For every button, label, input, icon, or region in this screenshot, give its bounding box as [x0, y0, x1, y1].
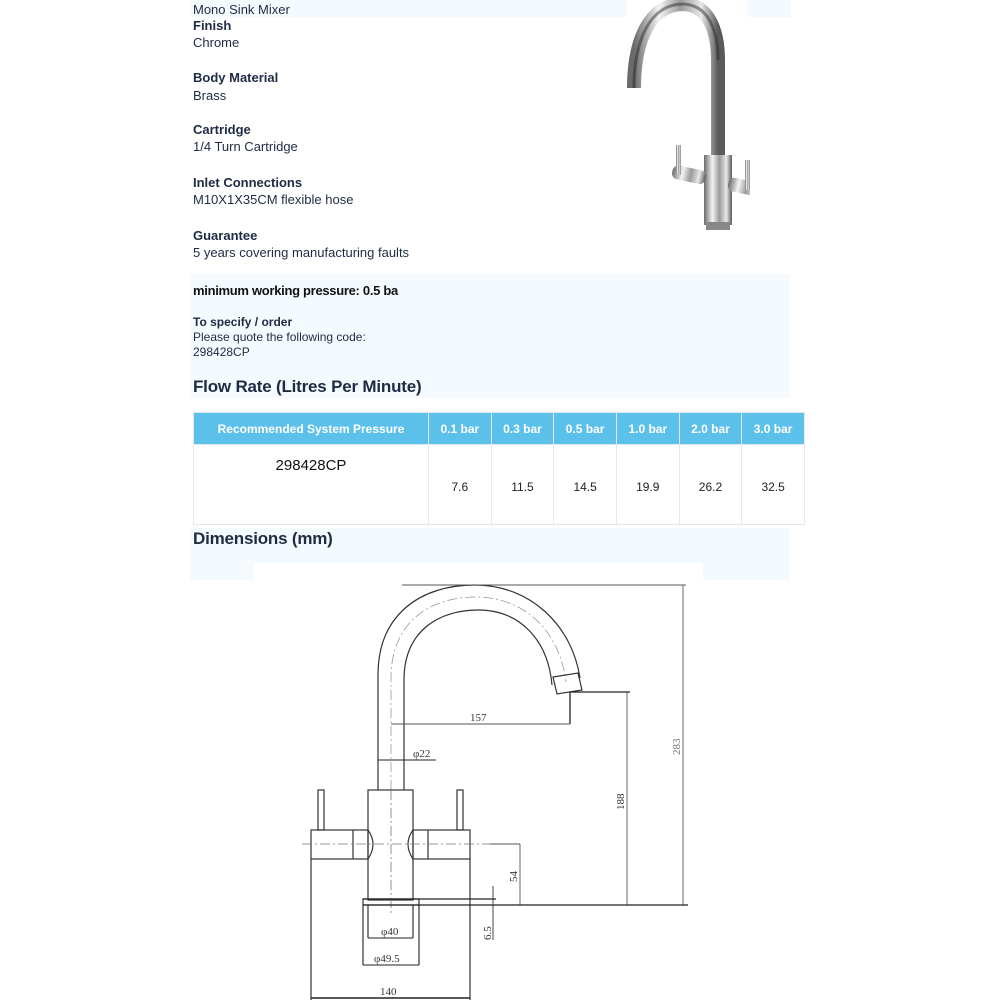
flow-rate-table — [193, 412, 805, 525]
flow-rate-header-row — [194, 413, 805, 445]
dim-base-dia: φ49.5 — [374, 953, 400, 965]
flow-value: 14.5 — [554, 445, 617, 525]
dim-lever-height: 54 — [508, 871, 520, 882]
spout-outer — [378, 585, 580, 790]
dimensions-title: Dimensions (mm) — [193, 529, 333, 548]
header-3-0-bar: 3.0 bar — [742, 413, 805, 445]
dim-body-dia: φ40 — [381, 926, 399, 938]
header-band-right — [747, 0, 791, 17]
header-0-5-bar: 0.5 bar — [554, 413, 617, 445]
tap-body — [704, 155, 732, 225]
flow-value: 7.6 — [429, 445, 492, 525]
flow-value: 26.2 — [679, 445, 742, 525]
dim-total-height: 283 — [671, 738, 683, 755]
row-product-code: 298428CP — [194, 445, 429, 525]
right-lever — [413, 830, 470, 859]
spec-value-cartridge: 1/4 Turn Cartridge — [193, 139, 298, 154]
order-heading: To specify / order — [193, 315, 293, 329]
header-0-1-bar: 0.1 bar — [429, 413, 492, 445]
flow-value: 19.9 — [616, 445, 679, 525]
header-2-0-bar: 2.0 bar — [679, 413, 742, 445]
spout-inner — [404, 610, 552, 790]
spec-value-guarantee: 5 years covering manufacturing faults — [193, 245, 410, 260]
spec-label-inlet: Inlet Connections — [193, 175, 303, 190]
header-1-0-bar: 1.0 bar — [616, 413, 679, 445]
header-pressure: Recommended System Pressure — [194, 413, 429, 445]
spec-label-guarantee: Guarantee — [193, 228, 258, 243]
spec-label-body-material: Body Material — [193, 70, 279, 85]
spec-value-inlet: M10X1X35CM flexible hose — [193, 192, 354, 207]
flow-value: 32.5 — [742, 445, 805, 525]
dim-spout-dia: φ22 — [413, 748, 431, 760]
dim-reach: 157 — [470, 712, 487, 724]
spout-nozzle — [553, 673, 582, 694]
min-pressure-note: minimum working pressure: 0.5 ba — [193, 283, 398, 298]
dim-spout-height: 188 — [615, 793, 627, 810]
product-photo — [620, 0, 750, 235]
table-row — [194, 445, 805, 525]
spec-label-finish: Finish — [193, 18, 232, 33]
spec-value-body-material: Brass — [193, 88, 227, 103]
dim-overall-width: 140 — [380, 986, 397, 998]
left-lever — [311, 830, 368, 859]
order-instruction: Please quote the following code: — [193, 330, 366, 344]
spec-value-finish: Chrome — [193, 35, 240, 50]
tap-base — [363, 899, 419, 905]
order-code: 298428CP — [193, 345, 250, 359]
header-0-3-bar: 0.3 bar — [491, 413, 554, 445]
flow-rate-title: Flow Rate (Litres Per Minute) — [193, 377, 422, 396]
flow-value: 11.5 — [491, 445, 554, 525]
product-type: Mono Sink Mixer — [193, 2, 290, 17]
dim-base-thickness: 6.5 — [482, 926, 494, 940]
spec-label-cartridge: Cartridge — [193, 122, 251, 137]
tap-body-outline — [368, 790, 413, 900]
dimensions-band-cutout — [254, 563, 703, 580]
